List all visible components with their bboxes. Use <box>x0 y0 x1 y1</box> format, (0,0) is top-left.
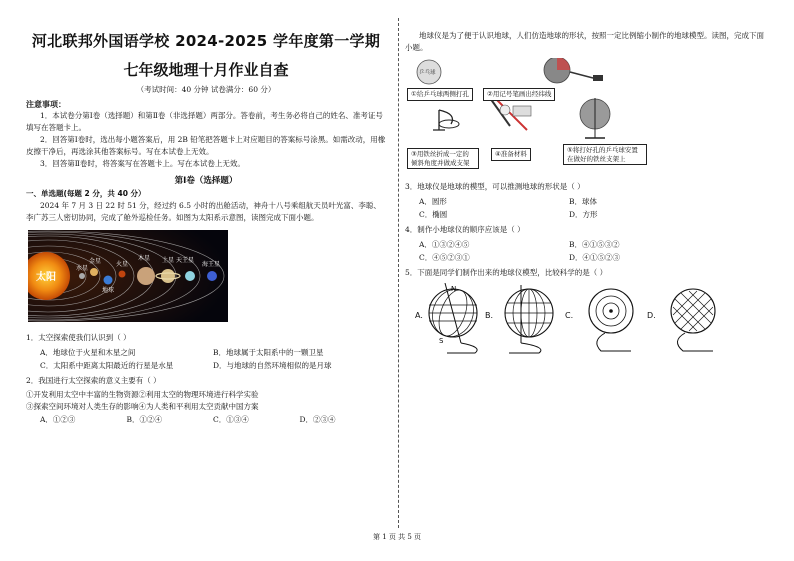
section-title: 第Ⅰ卷（选择题） <box>174 176 238 186</box>
intro-text: 2024 年 7 月 3 日 22 时 51 分，经过约 6.5 小时的出舱活动，神舟十八号乘组航天员叶光富、李聪、李广苏三人密切协同，完成了舱外巡检任务。如图为太阳系示意图，读图完成下面小题。 <box>26 201 381 222</box>
page-footer: 第 1 页 共 5 页 <box>372 533 422 541</box>
neptune-label: 海王星 <box>202 261 221 268</box>
step-5-label: ⑤将打好孔的乒乓球安置在做好的铁丝支架上 <box>563 144 647 165</box>
sun-label: 太阳 <box>36 272 56 283</box>
globe-c <box>589 289 633 351</box>
q3-option-b[interactable]: B．球体 <box>569 197 598 206</box>
q5-label-d[interactable]: D. <box>647 311 656 320</box>
left-column <box>26 30 386 426</box>
q3-option-d[interactable]: D．方形 <box>569 210 598 219</box>
column-divider <box>398 18 400 528</box>
notes-heading: 注意事项： <box>26 99 66 109</box>
part-title: 一、单选题(每题 2 分，共 40 分） <box>26 189 146 198</box>
q4-option-a[interactable]: A．①③②④⑤ <box>419 240 470 249</box>
q2-option-c[interactable]: C．①③④ <box>213 415 249 424</box>
note-item: 1．本试卷分第Ⅰ卷（选择题）和第Ⅱ卷（非选择题）两部分。答卷前，考生务必将自己的姓名、准考证号填写在答题卡上。 <box>26 111 383 132</box>
q2-option-b[interactable]: B．①②④ <box>126 415 163 424</box>
step-1-label: ①给乒乓球两侧打孔 <box>407 88 473 101</box>
ball-label: 乒乓球 <box>419 70 436 76</box>
q1-option-b[interactable]: B．地球属于太阳系中的一颗卫星 <box>213 348 324 357</box>
q1-stem: 1．太空探索使我们认识到（ ） <box>26 333 131 342</box>
q4-option-d[interactable]: D．④①⑤②③ <box>569 253 621 262</box>
q2-option-d[interactable]: D．②③④ <box>299 415 336 424</box>
q4-option-b[interactable]: B．④①⑤③② <box>569 240 620 249</box>
q2-option-a[interactable]: A．①②③ <box>40 415 76 424</box>
solar-system-image <box>28 230 386 326</box>
q5-label-a[interactable]: A. <box>415 311 423 320</box>
q3-options <box>419 195 770 221</box>
q1-option-c[interactable]: C．太阳系中距离太阳最近的行星是水星 <box>40 361 174 370</box>
uranus-label: 天王星 <box>176 257 195 264</box>
globe-b <box>505 285 553 353</box>
q2-options <box>40 413 386 426</box>
globe-making-steps-image <box>405 58 770 178</box>
note-item: 2．回答第Ⅰ卷时，选出每小题答案后，用 2B 铅笔把答题卡上对应题目的答案标号涂黑。如需改动，用橡皮擦干净后，再选涂其他答案标号。写在本试卷上无效。 <box>26 135 386 156</box>
step-4-label: ④准备材料 <box>491 148 531 161</box>
mercury-label: 水星 <box>76 265 89 272</box>
q3-option-a[interactable]: A．圆形 <box>419 197 447 206</box>
globe-d <box>671 289 715 351</box>
q5-label-b[interactable]: B. <box>485 311 494 320</box>
q2-stem: 2．我国进行太空探索的意义主要有（ ） <box>26 376 161 385</box>
globe-a-n: N <box>451 285 457 293</box>
globe-a-s: S <box>439 337 444 345</box>
mars-label: 火星 <box>116 261 129 268</box>
step-3-label: ③用铁丝折成一定的倾斜角度并做成支架 <box>407 148 479 169</box>
q4-options <box>419 238 770 264</box>
globe-models-image <box>405 283 770 355</box>
q4-stem: 4．制作小地球仪的顺序应该是（ ） <box>405 225 525 234</box>
right-column <box>405 30 770 355</box>
q1-options <box>40 346 386 372</box>
globe-a <box>426 283 480 353</box>
q3-option-c[interactable]: C．椭圆 <box>419 210 448 219</box>
globe-intro: 地球仪是为了便于认识地球，人们仿造地球的形状，按照一定比例缩小制作的地球模型。读图，完成下面小题。 <box>405 31 764 52</box>
venus-label: 金星 <box>89 258 102 265</box>
jupiter-label: 木星 <box>138 255 151 262</box>
exam-meta: （考试时间：40 分钟 试卷满分：60 分） <box>136 85 276 94</box>
q5-label-c[interactable]: C. <box>565 311 574 320</box>
q1-option-a[interactable]: A．地球位于火星和木星之间 <box>40 348 136 357</box>
q2-line1: ①开发利用太空中丰富的生物资源②利用太空的物理环境进行科学实验 <box>26 390 259 399</box>
q2-line2: ③探索空间环境对人类生存的影响④为人类和平利用太空贡献中国方案 <box>26 402 259 411</box>
q1-option-d[interactable]: D．与地球的自然环境相似的是月球 <box>213 361 332 370</box>
earth-label: 地球 <box>102 287 115 294</box>
q4-option-c[interactable]: C．④⑤②③① <box>419 253 470 262</box>
note-item: 3．回答第Ⅱ卷时，将答案写在答题卡上。写在本试卷上无效。 <box>40 159 245 168</box>
q3-stem: 3．地球仪是地球的模型，可以推测地球的形状是（ ） <box>405 182 585 191</box>
exam-title: 河北联邦外国语学校 2024-2025 学年度第一学期 <box>31 32 381 50</box>
q5-stem: 5．下面是同学们制作出来的地球仪模型，比较科学的是（ ） <box>405 268 608 277</box>
saturn-label: 土星 <box>162 257 175 264</box>
step-2-label: ②用记号笔画出经纬线 <box>483 88 555 101</box>
exam-subtitle: 七年级地理十月作业自查 <box>123 61 289 79</box>
